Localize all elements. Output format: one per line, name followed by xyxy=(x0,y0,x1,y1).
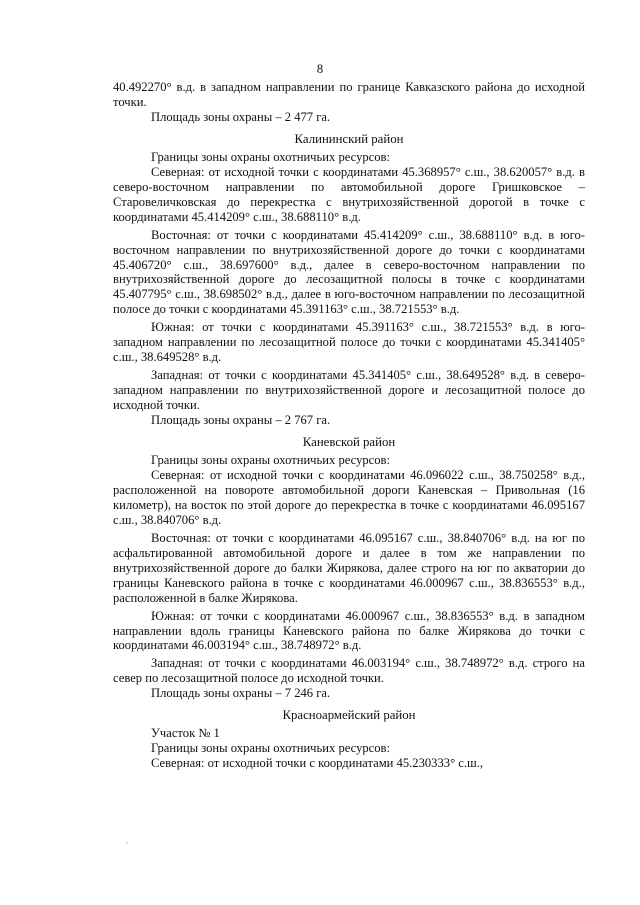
section-lead: Границы зоны охраны охотничьих ресурсов: xyxy=(151,149,390,164)
page-number: 8 xyxy=(316,62,324,76)
boundary-north: Северная: от исходной точки с координатами 46.096022 с.ш., 38.750258° в.д., расположенной на повороте автомобильной дороги Каневская – Привольная (16 километр), на восток по этой дороге до перекрестка в точке с координатами 46.095167 с.ш., 38.840706° в.д. xyxy=(113,467,585,527)
section-title: Каневской район xyxy=(302,435,396,450)
document-body xyxy=(113,80,585,771)
section-lead: Границы зоны охраны охотничьих ресурсов: xyxy=(151,741,390,756)
plot-label: Участок № 1 xyxy=(151,726,220,741)
boundary-north: Северная: от исходной точки с координатами 45.368957° с.ш., 38.620057° в.д. в северо-восточном направлении по автомобильной дороге Гришковское – Старовеличковская до перекрестка с внутрихозяйственной дорогой в точке с координатами 45.414209° с.ш., 38.688110° в.д. xyxy=(113,164,585,224)
boundary-west: Западная: от точки с координатами 45.341405° с.ш., 38.649528° в.д. в северо-западном направлении по внутрихозяйственной дороге и лесозащитной полосе до исходной точки. xyxy=(113,368,585,413)
section-title: Калининский район xyxy=(294,131,404,146)
area-paragraph: Площадь зоны охраны – 7 246 га. xyxy=(151,686,331,701)
boundary-east: Восточная: от точки с координатами 45.414209° с.ш., 38.688110° в.д. в юго-восточном направлении по внутрихозяйственной дороге до точки с координатами 45.406720° с.ш., 38.697600° в.д., далее в северо-восточном направлении по внутрихозяйственной дороге до лесозащитной полосы в точке с координатами 45.407795° с.ш., 38.698502° в.д., далее в юго-восточном направлении по лесозащитной полосе до точки с координатами 45.391163° с.ш., 38.721553° в.д. xyxy=(113,227,585,317)
section-title: Красноармейский район xyxy=(282,708,416,723)
boundary-east: Восточная: от точки с координатами 46.095167 с.ш., 38.840706° в.д. на юг по асфальтированной автомобильной дороге и далее в том же направлении по внутрихозяйственной дороге до балки Жирякова, далее строго на юг по акватории до границы Каневского района в точке с координатами 46.000967 с.ш., 38.836553° в.д., расположенной в балке Жирякова. xyxy=(113,530,585,605)
section-lead: Границы зоны охраны охотничьих ресурсов: xyxy=(151,453,390,468)
area-paragraph: Площадь зоны охраны – 2 477 га. xyxy=(151,109,331,124)
boundary-south: Южная: от точки с координатами 45.391163° с.ш., 38.721553° в.д. в юго-западном направлении по лесозащитной полосе до точки с координатами 45.341405° с.ш., 38.649528° в.д. xyxy=(113,320,585,365)
scan-speck xyxy=(126,842,128,844)
continuation-paragraph: 40.492270° в.д. в западном направлении по границе Кавказского района до исходной точки. xyxy=(113,80,585,109)
boundary-north: Северная: от исходной точки с координатами 45.230333° с.ш., xyxy=(151,756,483,771)
boundary-south: Южная: от точки с координатами 46.000967 с.ш., 38.836553° в.д. в западном направлении вдоль границы Каневского района по балке Жирякова до точки с координатами 46.003194° с.ш., 38.748972° в.д. xyxy=(113,608,585,653)
area-paragraph: Площадь зоны охраны – 2 767 га. xyxy=(151,413,331,428)
boundary-west: Западная: от точки с координатами 46.003194° с.ш., 38.748972° в.д. строго на север по лесозащитной полосе до исходной точки. xyxy=(113,656,585,686)
